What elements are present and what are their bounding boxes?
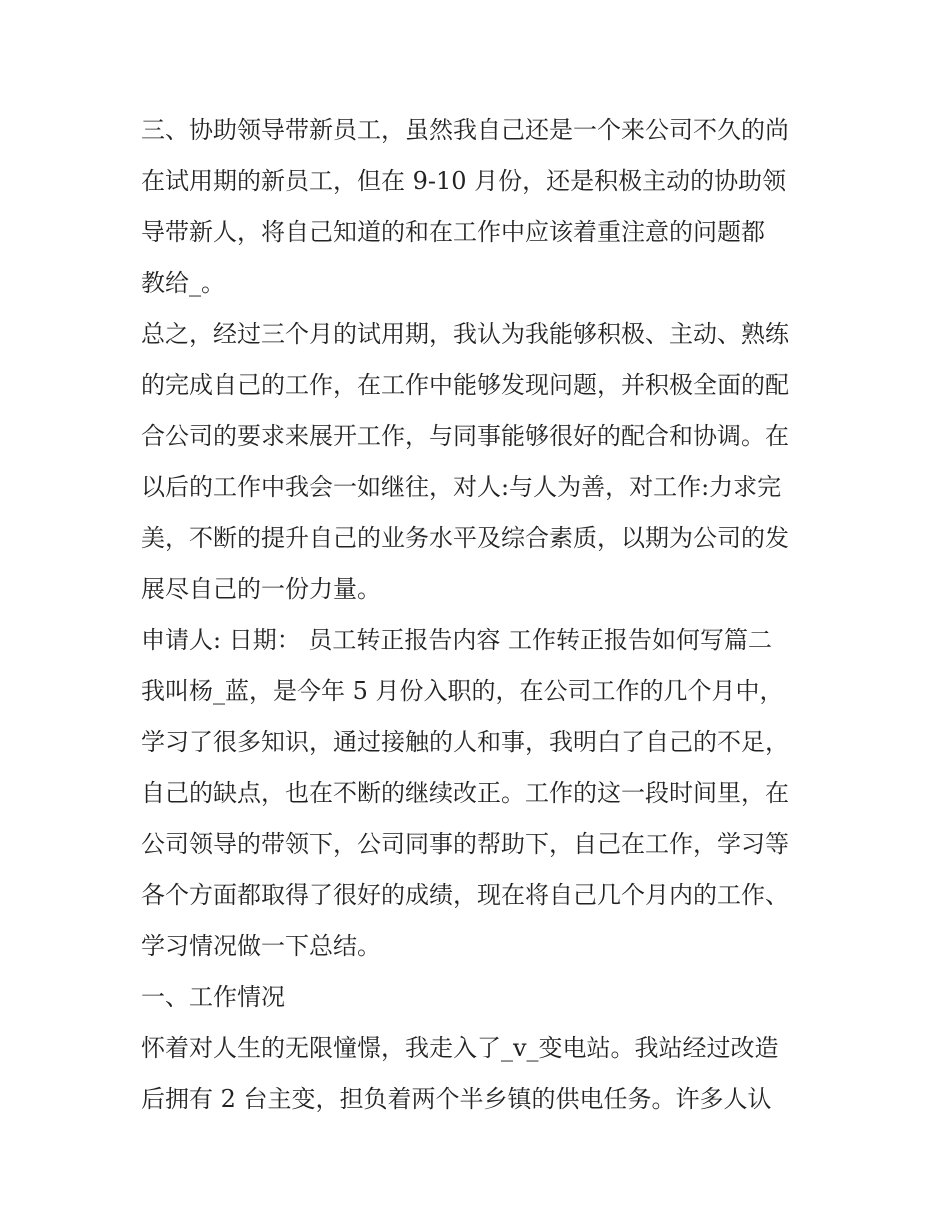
text-line: 展尽自己的一份力量。 <box>141 575 381 603</box>
text-line: 自己的缺点，也在不断的继续改正。工作的这一段时间里，在 <box>141 779 789 807</box>
text-line: 以后的工作中我会一如继往，对人:与人为善，对工作:力求完 <box>141 473 782 501</box>
signature-line: 申请人: 日期： 员工转正报告内容 工作转正报告如何写篇二 <box>141 626 772 654</box>
text-line: 学习了很多知识，通过接触的人和事，我明白了自己的不足， <box>141 728 789 756</box>
text-line: 美，不断的提升自己的业务水平及综合素质，以期为公司的发 <box>141 524 789 552</box>
text-line: 学习情况做一下总结。 <box>141 932 381 960</box>
text-line: 的完成自己的工作，在工作中能够发现问题，并积极全面的配 <box>141 371 789 399</box>
text-line: 总之，经过三个月的试用期，我认为我能够积极、主动、熟练 <box>141 320 789 348</box>
text-line: 后拥有 2 台主变，担负着两个半乡镇的供电任务。许多人认 <box>141 1085 772 1113</box>
text-line: 导带新人，将自己知道的和在工作中应该着重注意的问题都 <box>141 218 765 246</box>
section-heading: 一、工作情况 <box>141 983 285 1011</box>
text-line: 教给_。 <box>141 269 225 297</box>
text-line: 怀着对人生的无限憧憬，我走入了_v_变电站。我站经过改造 <box>141 1034 779 1062</box>
text-line: 公司领导的带领下，公司同事的帮助下，自己在工作，学习等 <box>141 830 789 858</box>
text-line: 在试用期的新员工，但在 9-10 月份，还是积极主动的协助领 <box>141 167 787 195</box>
text-line: 三、协助领导带新员工，虽然我自己还是一个来公司不久的尚 <box>141 116 789 144</box>
document-body <box>141 105 821 1125</box>
text-line: 各个方面都取得了很好的成绩，现在将自己几个月内的工作、 <box>141 881 789 909</box>
text-line: 合公司的要求来展开工作，与同事能够很好的配合和协调。在 <box>141 422 789 450</box>
text-line: 我叫杨_蓝，是今年 5 月份入职的，在公司工作的几个月中， <box>141 677 784 705</box>
